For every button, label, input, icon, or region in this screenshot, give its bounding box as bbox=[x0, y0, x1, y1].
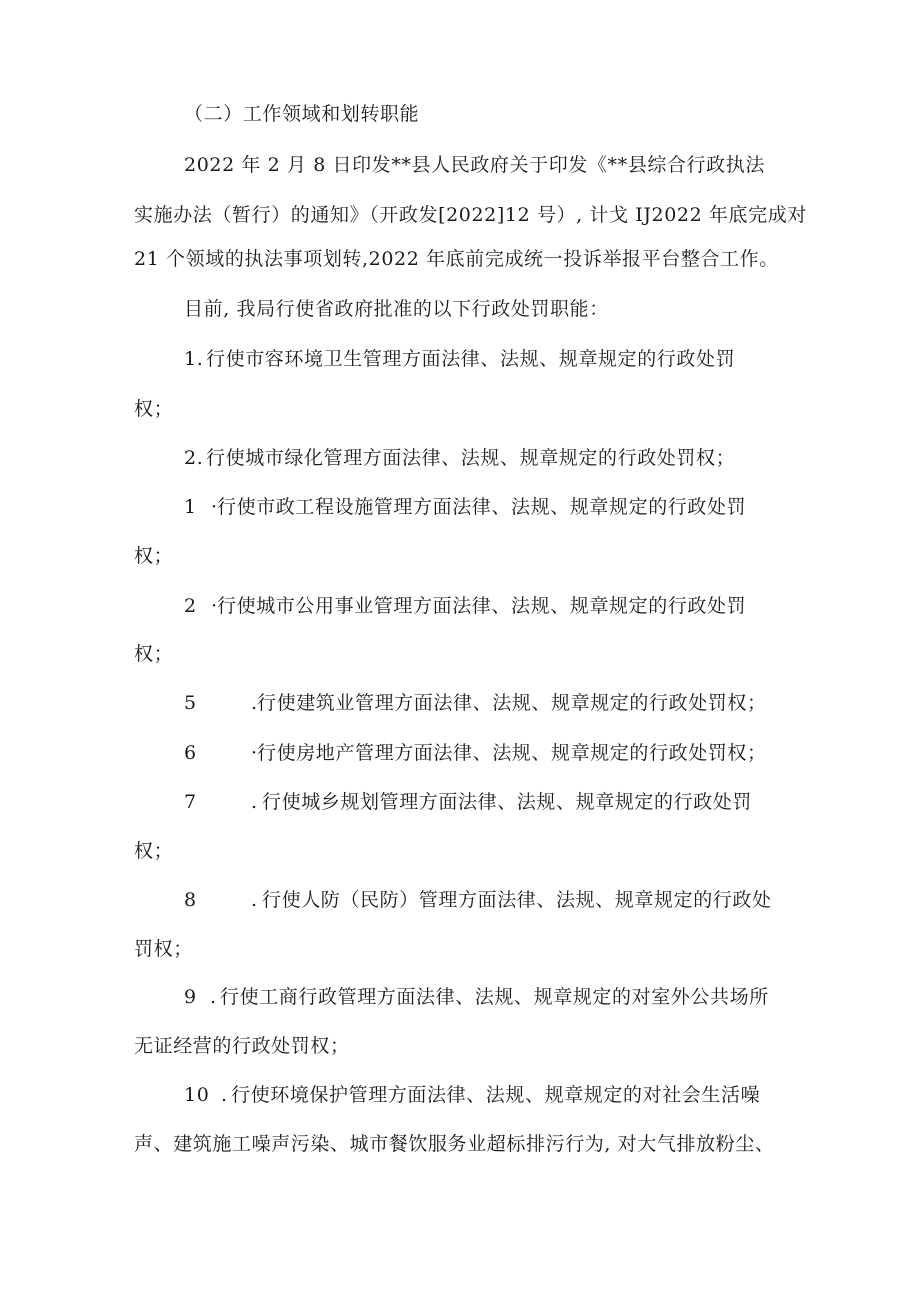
paragraph-line: 2022 年 2 月 8 日印发**县人民政府关于印发《**县综合行政执法 bbox=[184, 154, 765, 176]
list-item-text: 行使人防（民防）管理方面法律、法规、规章规定的行政处 bbox=[262, 889, 772, 911]
list-item-number: 2 bbox=[184, 595, 197, 617]
paragraph-line: 21 个领域的执法事项划转,2022 年底前完成统一投诉举报平台整合工作。 bbox=[134, 248, 779, 270]
list-item-text: 无证经营的行政处罚权； bbox=[134, 1035, 350, 1057]
list-item-number: 7 bbox=[184, 791, 197, 813]
list-item-text: 行使城乡规划管理方面法律、法规、规章规定的行政处罚 bbox=[262, 791, 753, 813]
list-item-number: 1. bbox=[184, 348, 204, 370]
list-item-separator: · bbox=[211, 496, 218, 518]
list-item-separator: . bbox=[221, 1084, 228, 1106]
list-item-text: 权； bbox=[134, 398, 174, 420]
list-item-number: 9 bbox=[184, 986, 197, 1008]
list-item-number: 2. bbox=[184, 447, 204, 469]
list-item-text: 行使工商行政管理方面法律、法规、规章规定的对室外公共场所 bbox=[220, 986, 769, 1008]
list-item-number: 5 bbox=[184, 692, 197, 714]
list-item-number: 6 bbox=[184, 742, 197, 764]
list-item-text: 行使市容环境卫生管理方面法律、法规、规章规定的行政处罚 bbox=[206, 348, 736, 370]
list-item-text: 权； bbox=[134, 840, 174, 862]
list-item-number: 10 bbox=[184, 1084, 210, 1106]
list-item-separator: . bbox=[251, 889, 258, 911]
list-item-text: 行使房地产管理方面法律、法规、规章规定的行政处罚权； bbox=[257, 742, 767, 764]
list-item-number: 8 bbox=[184, 889, 197, 911]
list-item-number: 1 bbox=[184, 496, 197, 518]
paragraph-line: 目前, 我局行使省政府批准的以下行政处罚职能： bbox=[184, 298, 609, 320]
list-item-text: 行使建筑业管理方面法律、法规、规章规定的行政处罚权； bbox=[257, 692, 767, 714]
list-item-text: 行使城市绿化管理方面法律、法规、规章规定的行政处罚权； bbox=[206, 447, 736, 469]
list-item-text: 行使环境保护管理方面法律、法规、规章规定的对社会生活噪 bbox=[231, 1084, 761, 1106]
list-item-separator: . bbox=[251, 791, 258, 813]
list-item-separator: . bbox=[251, 692, 258, 714]
paragraph-line: 实施办法（暂行）的通知》（开政发[2022]12 号）, 计戈 IJ2022 年底完成对 bbox=[134, 204, 807, 226]
section-heading: （二）工作领域和划转职能 bbox=[184, 103, 420, 125]
list-item-text: 行使市政工程设施管理方面法律、法规、规章规定的行政处罚 bbox=[217, 496, 747, 518]
list-item-separator: . bbox=[210, 986, 217, 1008]
list-item-text: 声、建筑施工噪声污染、城市餐饮服务业超标排污行为, 对大气排放粉尘、 bbox=[134, 1133, 775, 1155]
list-item-text: 权； bbox=[134, 545, 174, 567]
list-item-text: 行使城市公用事业管理方面法律、法规、规章规定的行政处罚 bbox=[217, 595, 747, 617]
list-item-separator: · bbox=[251, 742, 258, 764]
list-item-text: 罚权； bbox=[134, 938, 193, 960]
list-item-separator: · bbox=[211, 595, 218, 617]
list-item-text: 权； bbox=[134, 643, 174, 665]
